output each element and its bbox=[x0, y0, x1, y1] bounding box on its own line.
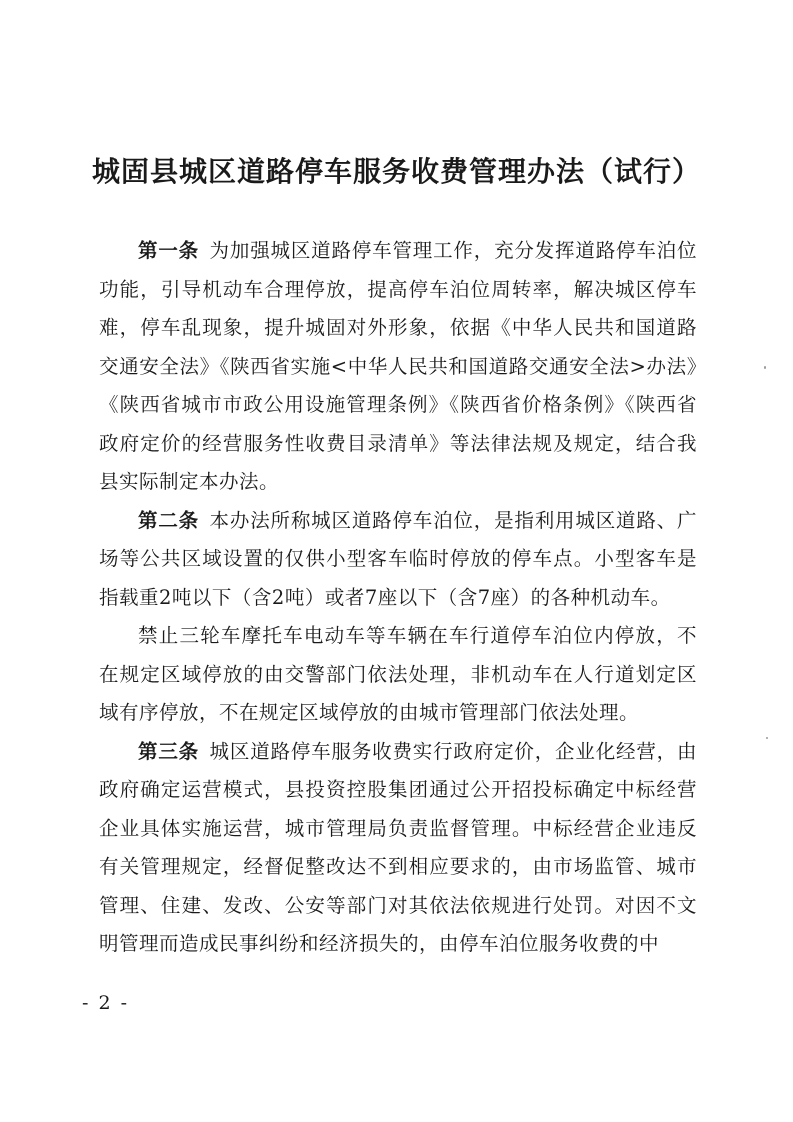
paragraph-text: 城区道路停车服务收费实行政府定价，企业化经营，由政府确定运营模式，县投资控股集团通过公开招投标确定中标经营企业具体实施运营，城市管理局负责监督管理。中标经营企业违反有关管理规定，经督促整改达不到相应要求的，由市场监管、城市管理、住建、发改、公安等部门对其依法依规进行处罚。对因不文明管理而造成民事纠纷和经济损失的，由停车泊位服务收费的中 bbox=[99, 739, 697, 955]
page-number: - 2 - bbox=[82, 992, 130, 1014]
scan-speck bbox=[766, 737, 768, 739]
paragraph-article-2-continued bbox=[99, 617, 697, 733]
article-label: 第二条 bbox=[138, 508, 199, 532]
paragraph-text: 本办法所称城区道路停车泊位，是指利用城区道路、广场等公共区域设置的仅供小型客车临时停放的停车点。小型客车是指载重2吨以下（含2吨）或者7座以下（含7座）的各种机动车。 bbox=[99, 508, 697, 609]
article-label: 第一条 bbox=[138, 239, 199, 262]
paragraph-text: 禁止三轮车摩托车电动车等车辆在车行道停车泊位内停放，不在规定区域停放的由交警部门依法处理，非机动车在人行道划定区域有序停放，不在规定区域停放的由城市管理部门依法处理。 bbox=[99, 624, 697, 724]
paragraph-article-1 bbox=[99, 232, 697, 502]
document-body bbox=[99, 232, 697, 964]
scan-speck bbox=[764, 366, 766, 369]
paragraph-article-3 bbox=[99, 733, 697, 964]
article-label: 第三条 bbox=[138, 739, 199, 763]
document-title: 城固县城区道路停车服务收费管理办法（试行） bbox=[91, 155, 701, 188]
paragraph-text: 为加强城区道路停车管理工作，充分发挥道路停车泊位功能，引导机动车合理停放，提高停车泊位周转率，解决城区停车难，停车乱现象，提升城固对外形象，依据《中华人民共和国道路交通安全法》《陕西省实施<中华人民共和国道路交通安全法>办法》《陕西省城市市政公用设施管理条例》《陕西省价格条例》《陕西省政府定价的经营服务性收费目录清单》等法律法规及规定，结合我县实际制定本办法。 bbox=[99, 239, 697, 493]
paragraph-article-2 bbox=[99, 502, 697, 618]
